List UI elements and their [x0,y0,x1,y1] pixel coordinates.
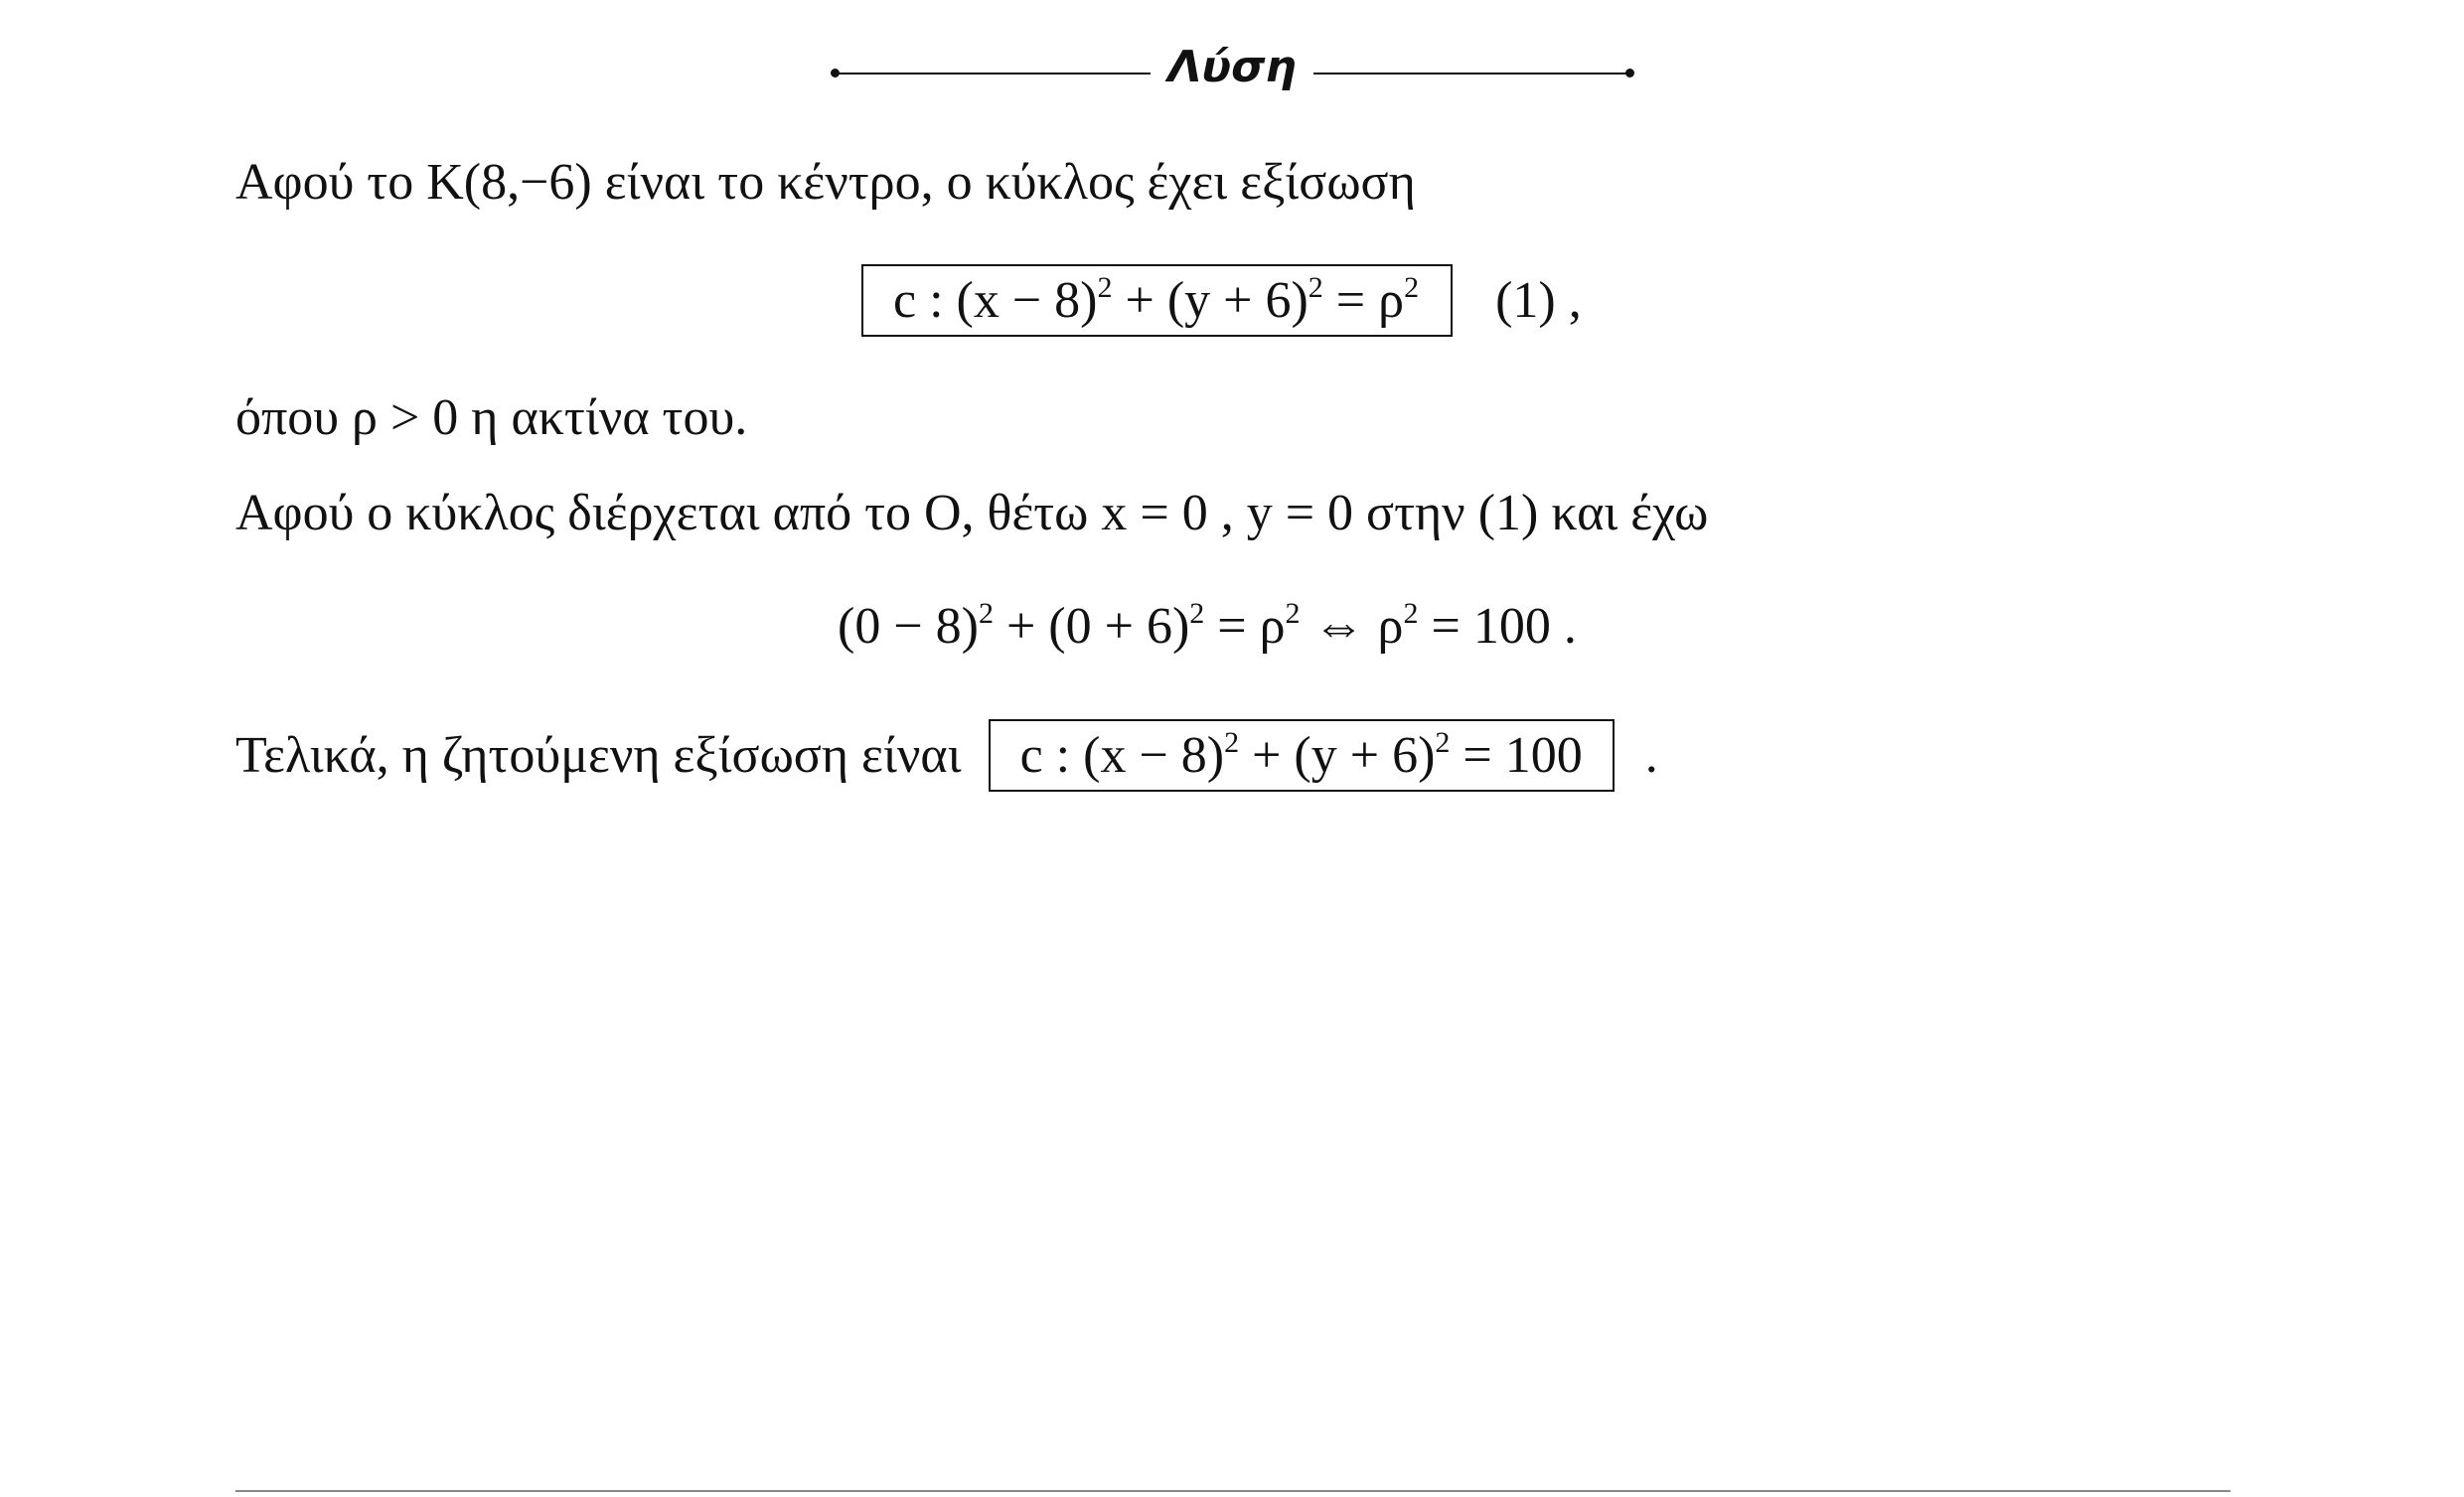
rule-right-dot [1625,69,1634,77]
solution-heading [825,42,1639,101]
paragraph-center: Αφού το Κ(8,−6) είναι το κέντρο, ο κύκλος έχει εξίσωση [235,154,1416,211]
equation-box: c : $(x - 8)^2 + (y + 6)^2 = \rho^2$ [861,264,1453,337]
rule-left [835,73,1151,75]
paragraph-radius: όπου ρ > 0 η ακτίνα του. [235,389,748,446]
paragraph-final: Τελικά, η ζητούμενη εξίσωση είναι c : $(x - 8)^2 + (y + 6)^2 = 100$ . [235,719,1658,792]
equation-label: (1) , [1495,272,1582,329]
equation-substitution: $(0 - 8)^2 + (0 + 6)^2 = \rho^2$ ⇔ $\rho^2 = 100$ . [838,597,1577,655]
equation-circle-general [861,264,1582,337]
solution-title: Λύση [1167,42,1297,92]
footer-divider [235,1490,2231,1492]
paragraph-origin: Αφού ο κύκλος διέρχεται από το O, θέτω x = 0 , y = 0 στην (1) και έχω [235,485,1709,541]
final-equation-box: c : $(x - 8)^2 + (y + 6)^2 = 100$ [989,719,1615,792]
rule-right [1313,73,1629,75]
